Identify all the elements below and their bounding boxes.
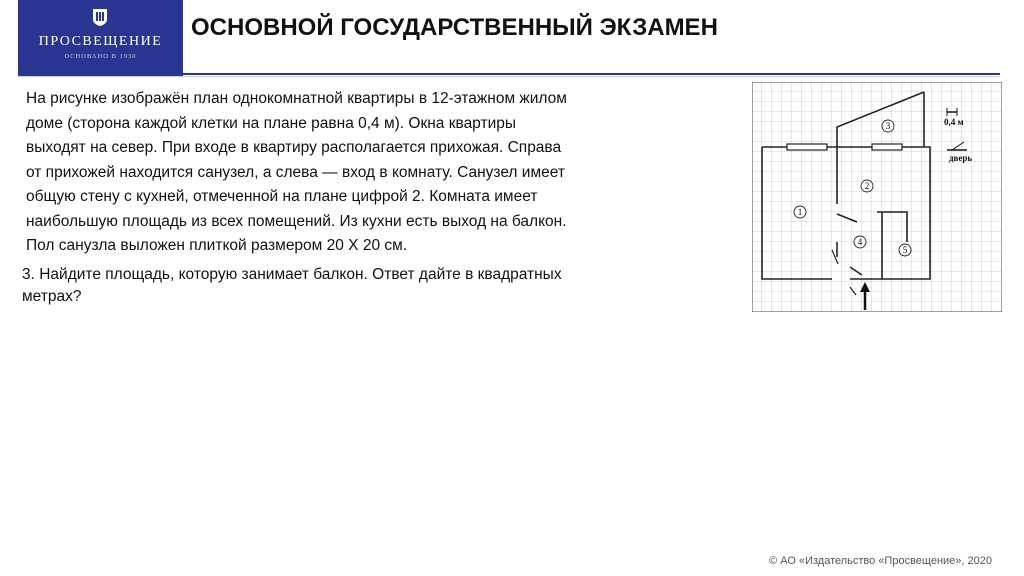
- copyright: © АО «Издательство «Просвещение», 2020: [769, 555, 992, 567]
- window-kitchen: [872, 144, 902, 150]
- task-line: доме (сторона каждой клетки на плане равна 0,4 м). Окна квартиры: [26, 114, 516, 132]
- task-line: от прихожей находится санузел, а слева — вход в комнату. Санузел имеет: [26, 163, 565, 181]
- header-divider: [183, 73, 1000, 75]
- question-line: метрах?: [22, 288, 82, 305]
- task-line: Пол санузла выложен плиткой размером 20 Х 20 см.: [26, 237, 408, 254]
- apartment-plan: [752, 82, 1002, 312]
- scale-label: 0,4 м: [944, 117, 964, 127]
- task-description: [26, 87, 731, 259]
- window-room: [787, 144, 827, 150]
- task-line: На рисунке изображён план однокомнатной квартиры в 12-этажном жилом: [26, 90, 567, 107]
- logo-name: ПРОСВЕЩЕНИЕ: [38, 34, 163, 49]
- door-label: дверь: [949, 153, 973, 163]
- plan-grid: [752, 82, 1002, 312]
- task-line: наибольшую площадь из всех помещений. Из кухни есть выход на балкон.: [26, 212, 567, 230]
- header-divider-thin: [18, 76, 1000, 77]
- task-line: общую стену с кухней, отмеченной на плане цифрой 2. Комната имеет: [26, 188, 538, 205]
- task-line: выходят на север. При входе в квартиру располагается прихожая. Справа: [26, 139, 562, 156]
- room-number-2: 2: [864, 181, 870, 191]
- room-number-3: 3: [885, 121, 891, 131]
- room-number-4: 4: [857, 237, 863, 247]
- logo-subtitle: ОСНОВАНО В 1930: [64, 53, 137, 60]
- emblem-icon: [91, 7, 109, 27]
- room-number-5: 5: [902, 245, 908, 255]
- page-title: ОСНОВНОЙ ГОСУДАРСТВЕННЫЙ ЭКЗАМЕН: [191, 14, 718, 41]
- room-number-1: 1: [797, 207, 803, 217]
- question-line: 3. Найдите площадь, которую занимает балкон. Ответ дайте в квадратных: [22, 266, 562, 283]
- publisher-logo: [18, 0, 183, 76]
- question-text: [22, 264, 727, 308]
